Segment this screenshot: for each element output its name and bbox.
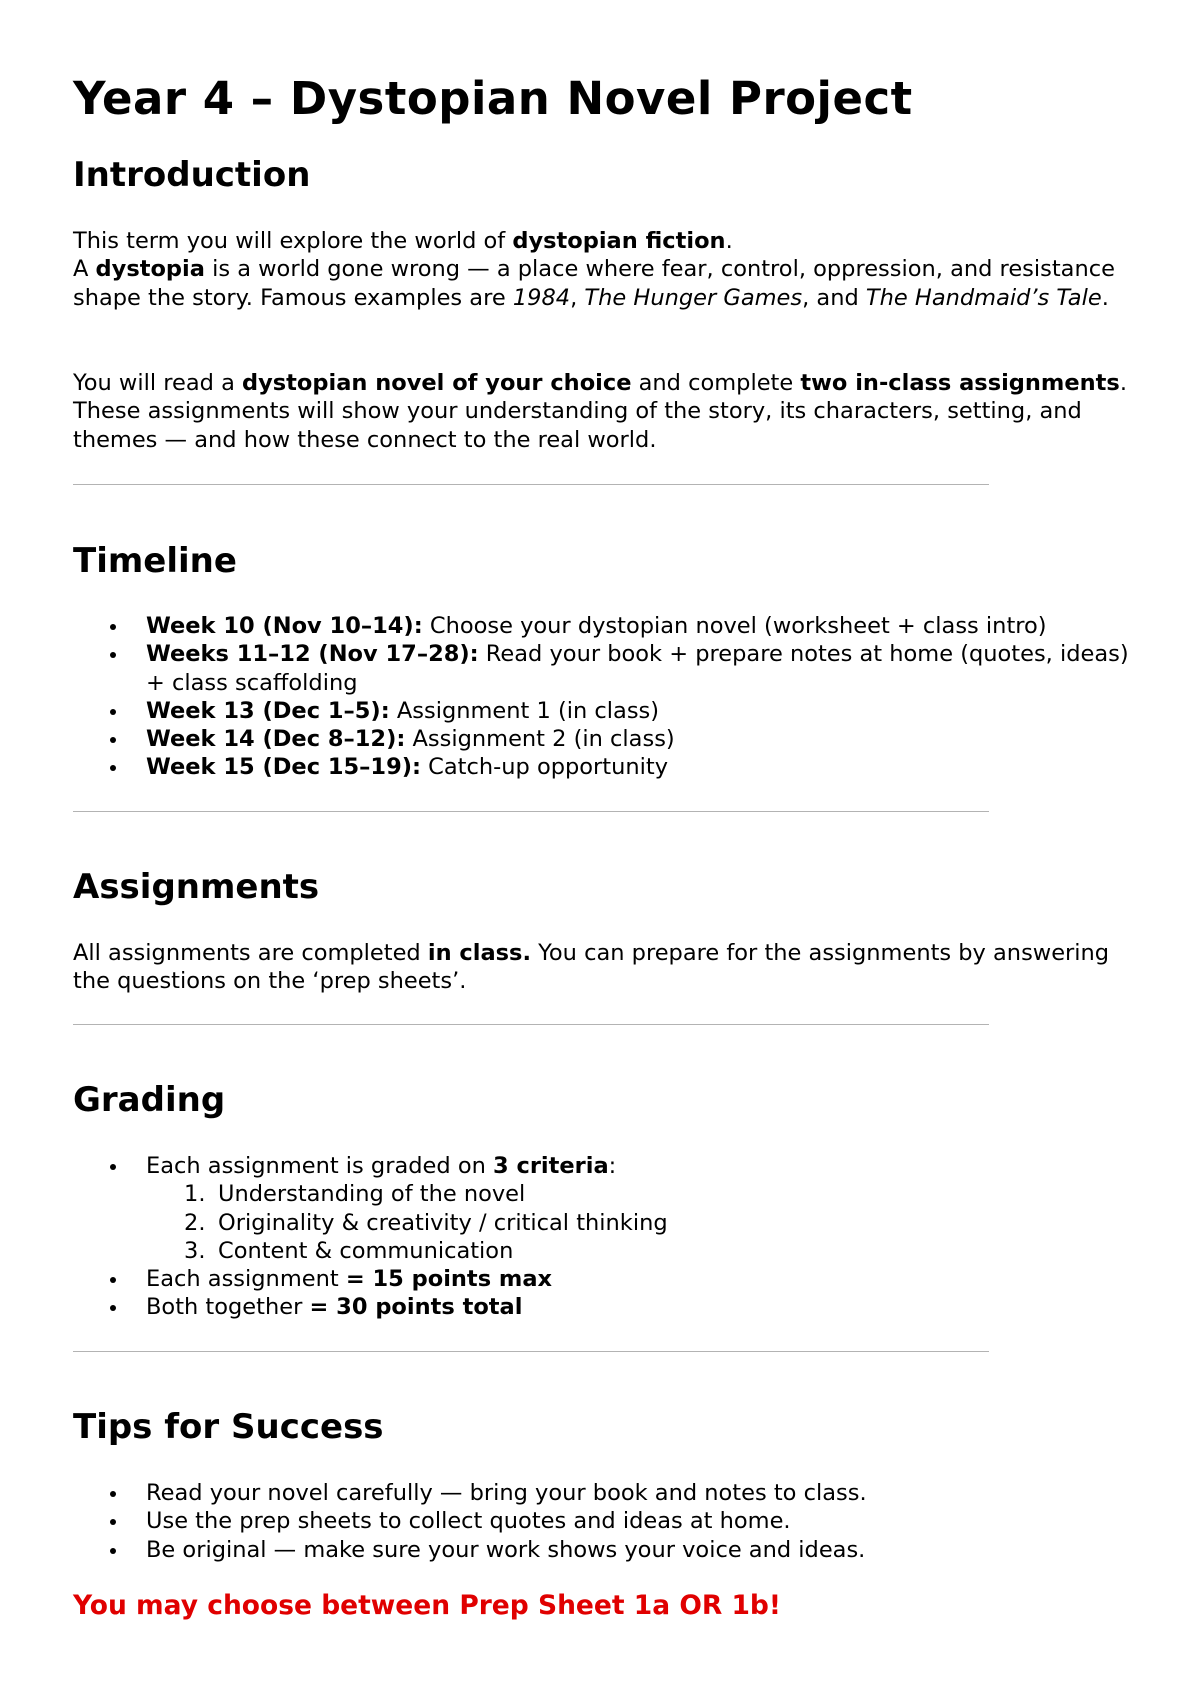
timeline-week: Week 10 (Nov 10–14): (146, 613, 423, 639)
criteria-text: Understanding of the novel (218, 1181, 526, 1208)
book-title: 1984 (512, 284, 571, 311)
introduction-paragraph-2 (73, 369, 1133, 454)
intro-text: This term you will explore the world of (73, 228, 513, 254)
criteria-item (146, 1209, 1153, 1237)
grading-item (73, 1265, 1153, 1293)
prep-sheet-note: You may choose between Prep Sheet 1a OR 1b! (73, 1590, 781, 1621)
tips-heading: Tips for Success (73, 1407, 384, 1447)
assignments-text: All assignments are completed (73, 940, 428, 966)
grading-heading: Grading (73, 1080, 226, 1120)
grading-list (73, 1152, 1153, 1322)
intro-text: , and (802, 284, 866, 311)
assignments-heading: Assignments (73, 867, 320, 907)
criteria-item (146, 1237, 1153, 1265)
timeline-list (73, 612, 1153, 782)
intro-text: is a world gone wrong — a place where fear, control, oppression, and resistance shape the story. Famous examples are (73, 256, 1115, 311)
grading-bold: = 30 points total (309, 1294, 523, 1321)
section-divider (73, 484, 989, 485)
timeline-item (73, 612, 1153, 640)
grading-text: Both together (146, 1294, 310, 1321)
tip-item: Be original — make sure your work shows your voice and ideas. (73, 1536, 1153, 1564)
criteria-number: 3. (184, 1237, 206, 1264)
intro-bold-term: dystopia (95, 256, 205, 283)
timeline-week: Week 14 (Dec 8–12): (146, 726, 406, 753)
grading-item (73, 1152, 1153, 1265)
timeline-text: Assignment 1 (in class) (389, 697, 660, 724)
grading-bold: 3 criteria (493, 1153, 609, 1179)
grading-bold: = 15 points max (345, 1266, 553, 1293)
introduction-paragraph-1 (73, 227, 1133, 312)
criteria-number: 1. (184, 1181, 206, 1208)
timeline-item (73, 640, 1153, 697)
intro-text: . (1101, 284, 1109, 311)
intro-text: . These assignments will show your understanding of the story, its characters, setting, and themes — and how these connect to the real world. (73, 370, 1127, 453)
tips-list (73, 1479, 1153, 1564)
timeline-week: Week 15 (Dec 15–19): (146, 754, 422, 781)
tip-item: Read your novel carefully — bring your book and notes to class. (73, 1479, 1153, 1507)
section-divider (73, 1024, 989, 1025)
timeline-text: Assignment 2 (in class) (405, 726, 675, 753)
intro-text: A (73, 256, 96, 283)
intro-bold-term: dystopian fiction (512, 228, 726, 254)
criteria-list (146, 1180, 1153, 1265)
section-divider (73, 1351, 989, 1352)
criteria-text: Originality & creativity / critical thinking (218, 1209, 668, 1236)
criteria-item (146, 1180, 1153, 1208)
criteria-number: 2. (184, 1209, 206, 1236)
intro-text: You will read a (73, 370, 243, 396)
section-divider (73, 811, 989, 812)
timeline-week: Weeks 11–12 (Nov 17–28): (146, 641, 479, 668)
tip-item: Use the prep sheets to collect quotes and ideas at home. (73, 1507, 1153, 1535)
assignments-text: You can prepare for the assignments by answering the questions on the ‘prep sheets’. (73, 940, 1110, 995)
criteria-text: Content & communication (218, 1237, 514, 1264)
intro-text: , (570, 284, 585, 311)
timeline-text: Choose your dystopian novel (worksheet + class intro) (422, 613, 1047, 639)
assignments-bold: in class. (427, 940, 531, 966)
intro-text: and complete (631, 370, 801, 396)
grading-text: Each assignment (146, 1266, 346, 1293)
assignments-paragraph (73, 939, 1133, 996)
intro-text: . (725, 228, 733, 254)
page-title: Year 4 – Dystopian Novel Project (73, 72, 913, 125)
timeline-week: Week 13 (Dec 1–5): (146, 697, 390, 724)
timeline-heading: Timeline (73, 541, 237, 581)
timeline-item (73, 697, 1153, 725)
intro-bold-term: two in-class assignments (800, 370, 1120, 396)
book-title: The Handmaid’s Tale (865, 284, 1102, 311)
book-title: The Hunger Games (584, 284, 803, 311)
timeline-text: Read your book + prepare notes at home (quotes, ideas) + class scaffolding (146, 641, 1129, 696)
grading-item (73, 1293, 1153, 1321)
grading-text: Each assignment is graded on (146, 1153, 493, 1179)
intro-bold-term: dystopian novel of your choice (242, 370, 632, 396)
timeline-text: Catch-up opportunity (421, 754, 669, 781)
timeline-item (73, 753, 1153, 781)
grading-text: : (608, 1153, 617, 1179)
introduction-heading: Introduction (73, 155, 311, 195)
timeline-item (73, 725, 1153, 753)
